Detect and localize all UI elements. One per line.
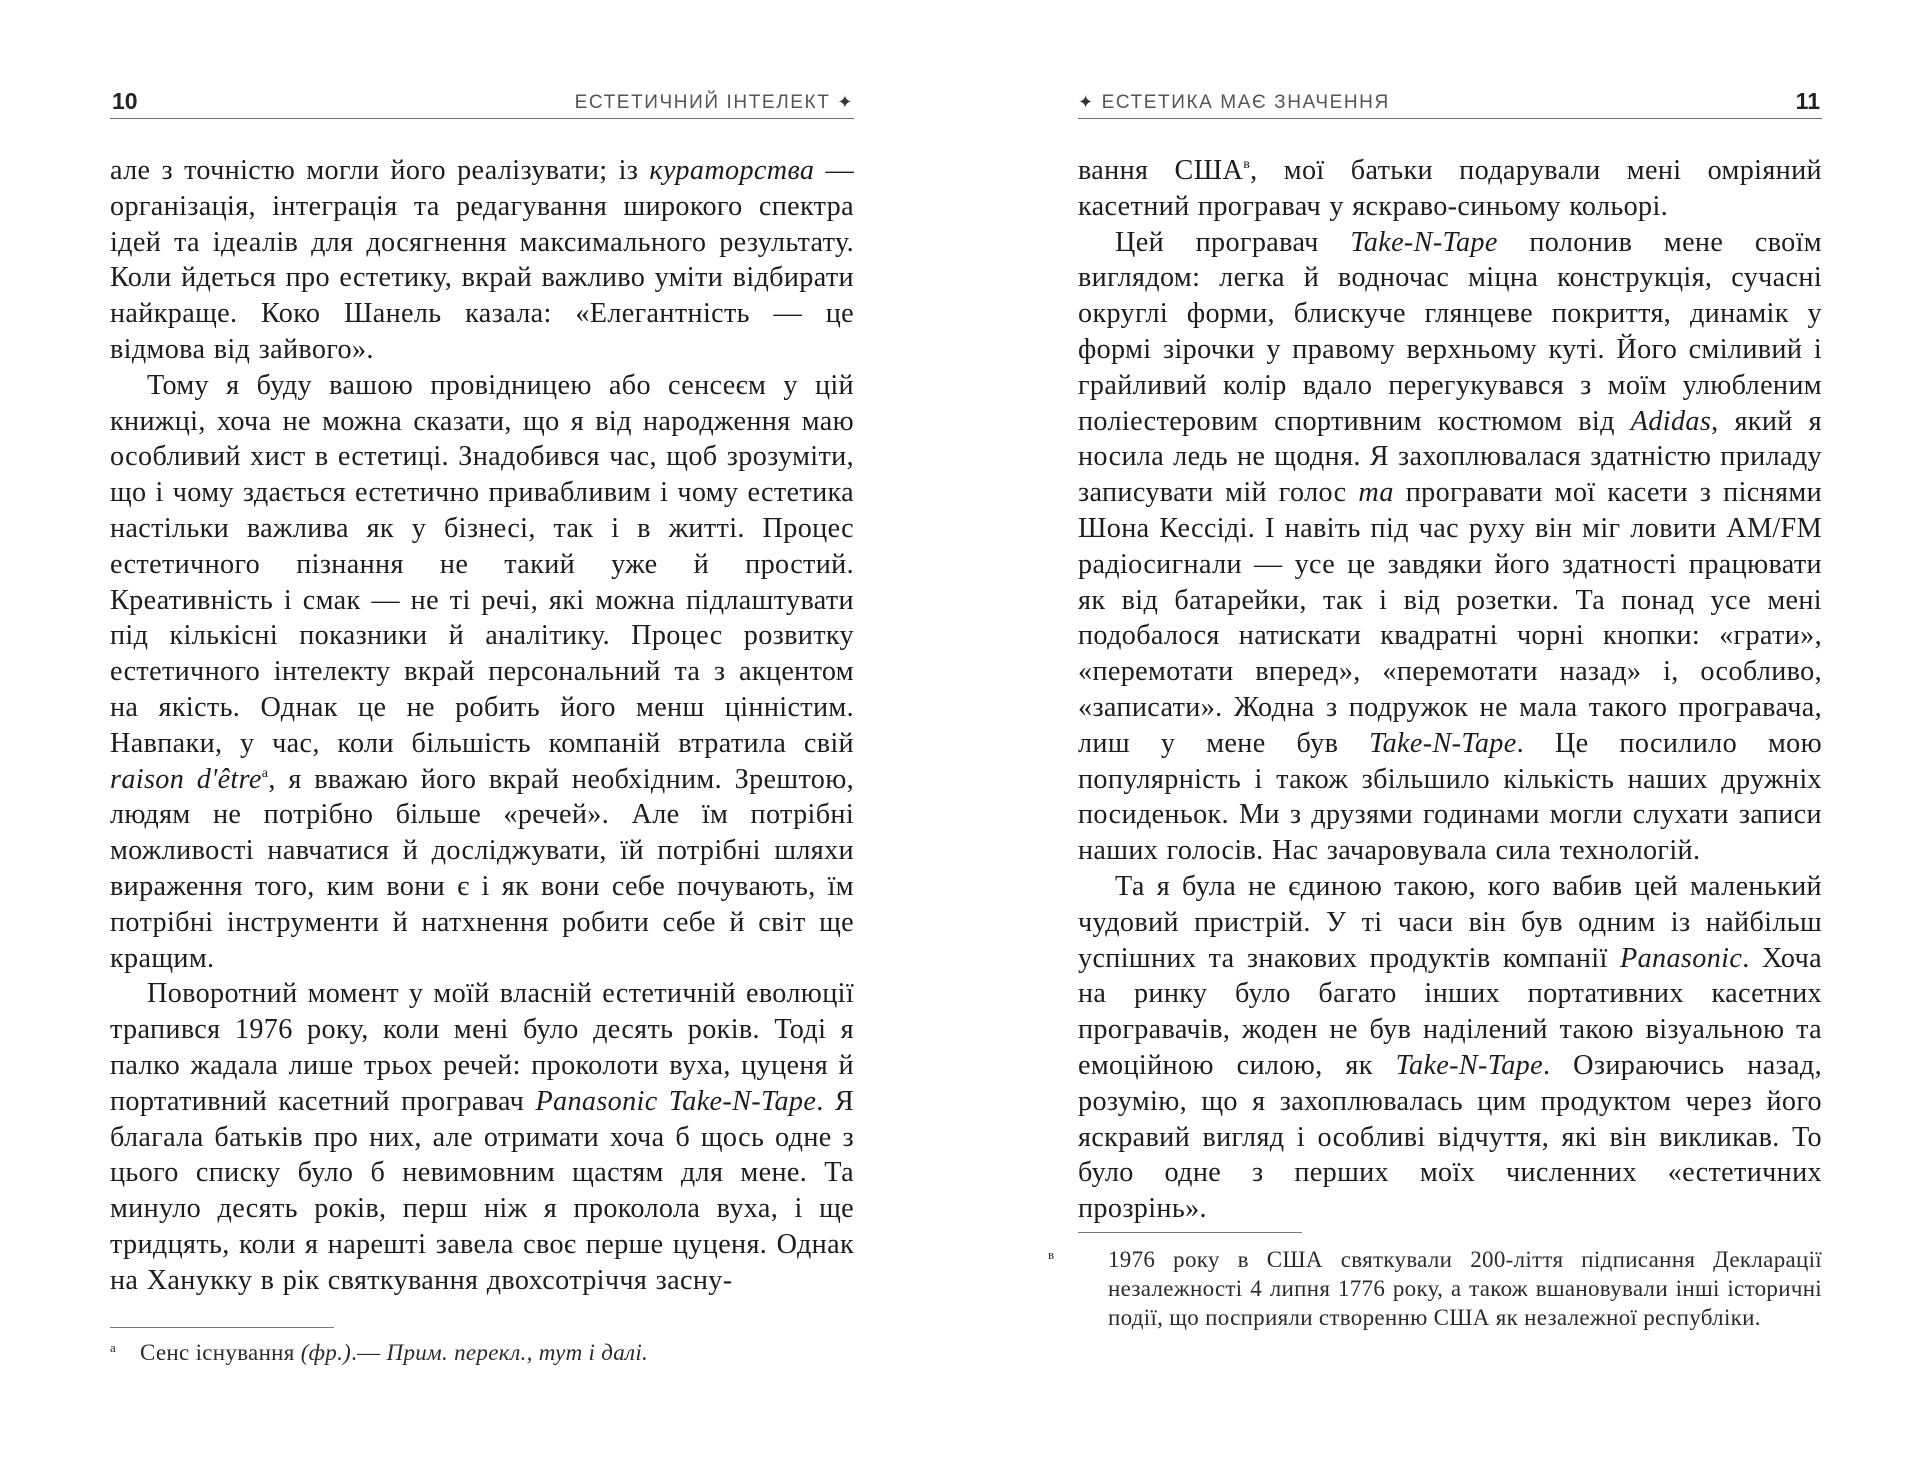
footnote-rule xyxy=(1078,1232,1302,1233)
running-head-text-left: ЕСТЕТИЧНИЙ ІНТЕЛЕКТ xyxy=(574,92,831,113)
running-head-right xyxy=(1078,88,1822,119)
left-page xyxy=(110,0,854,1478)
star-ornament-icon: ✦ xyxy=(1078,92,1095,112)
paragraph: але з точністю могли його реалізувати; із кураторства — організація, інтеграція та редагування широкого спектра ідей та ідеалів для досягнення максимального результату. Коли йдеться про естетику, вкрай важливо уміти відбирати найкраще. Коко Шанель казала: «Елегантність — це відмова від зайвого». xyxy=(110,155,854,365)
footnote-ref: а xyxy=(261,765,269,781)
running-head-left xyxy=(110,88,854,119)
footnote-ref: в xyxy=(1243,157,1251,172)
paragraph: вання $США^в$, мої батьки подарували мені омріяний касетний програвач у яскраво-синьому кольорі. xyxy=(1078,155,1822,222)
paragraph: Тому я буду вашою провідницею або сенсеєм у цій книжці, хоча не можна сказати, що я від народження маю особливий хист в естетиці. Знадобився час, щоб зрозуміти, що і чому здається естетично привабливим і чому естетика настільки важлива як у бізнесі, так і в житті. Процес естетичного пізнання не такий уже й простий. Креативність і смак — не ті речі, які можна підлаштувати під кількісні показники й аналітику. Процес розвитку естетичного інтелекту вкрай персональний та з акцентом на якість. Однак це не робить його менш цінністим. Навпаки, у час, коли більшість компаній втратила свій raison d'être$^а$, я вважаю його вкрай необхідним. Зрештою, людям не потрібно більше «речей». Але їм потрібні можливості навчатися й досліджувати, їй потрібні шляхи вираження того, ким вони є і як вони себе почувають, їм потрібні інструменти й натхнення робити себе й світ ще кращим. xyxy=(110,369,854,974)
footnote-body: в 1976 року в США святкували 200-ліття підписання Декларації незалежності 4 липня 1776 року, а також вшановували інші історичні події, що посприяли створенню США як незалежної республіки. xyxy=(1048,1247,1822,1330)
page-number-left: 10 xyxy=(112,88,138,114)
running-head-title-right xyxy=(1078,90,1390,115)
paragraph: Поворотний момент у моїй власній естетичній еволюції трапився 1976 року, коли мені було десять років. Тоді я палко жадала лише трьох речей: проколоти вуха, цуценя й портативний касетний програвач Panasonic Take-N-Tape. Я благала батьків про них, але отримати хоча б щось одне з цього списку було б невимовним щастям для мене. Та минуло десять років, перш ніж я проколола вуха, і ще тридцять, коли я нарешті завела своє перше цуценя. Однак на Ханукку в рік святкування двохсотріччя засну- xyxy=(110,978,855,1296)
footnote-right xyxy=(1048,1245,1822,1332)
right-page xyxy=(1048,0,1823,1478)
footnote-left: а Сенс існування (фр.).— Прим. перекл., тут і далі. xyxy=(110,1340,649,1365)
footnote-rule xyxy=(110,1327,334,1328)
body-text-right xyxy=(1078,153,1822,1227)
star-ornament-icon: ✦ xyxy=(837,92,854,112)
running-head-title-left xyxy=(575,90,854,115)
paragraph: Цей програвач Take-N-Tape полонив мене своїм виглядом: легка й водночас міцна конструкція, сучасні округлі форми, блискуче глянцеве покриття, динамік у формі зірочки у правому верхньому куті. Його сміливий і грайливий колір вдало перегукувався з моїм улюбленим поліестеровим спортивним костюмом від Adidas, який я носила ледь не щодня. Я захоплювалася здатністю приладу записувати мій голос та програвати мої касети з піснями Шона Кессіді. І навіть під час руху він міг ловити AM/FM радіосигнали — усе це завдяки його здатності працювати як від батарейки, так і від розетки. Та понад усе мені подобалося натискати квадратні чорні кнопки: «грати», «перемотати вперед», «перемотати назад» і, особливо, «записати». Жодна з подружок не мала такого програвача, лиш у мене був Take-N-Tape. Це посилило мою популярність і також збільшило кількість наших дружніх посиденьок. Ми з друзями годинами могли слухати записи наших голосів. Нас зачаровувала сила технологій. xyxy=(1078,226,1822,867)
paragraph: Та я була не єдиною такою, кого вабив цей маленький чудовий пристрій. У ті часи він був одним із найбільш успішних та знакових продуктів компанії Panasonic. Хоча на ринку було багато інших портативних касетних програвачів, жоден не був наділений такою візуальною та емоційною силою, як Take-N-Tape. Озираючись назад, розумію, що я захоплювалась цим продуктом через його яскравий вигляд і особливі відчуття, які він викликав. То було одне з перших моїх численних «естетичних прозрінь». xyxy=(1078,870,1823,1225)
body-text-left xyxy=(110,153,854,1299)
page-number-right: 11 xyxy=(1795,88,1820,114)
running-head-text-right: ЕСТЕТИКА МАЄ ЗНАЧЕННЯ xyxy=(1101,92,1390,113)
